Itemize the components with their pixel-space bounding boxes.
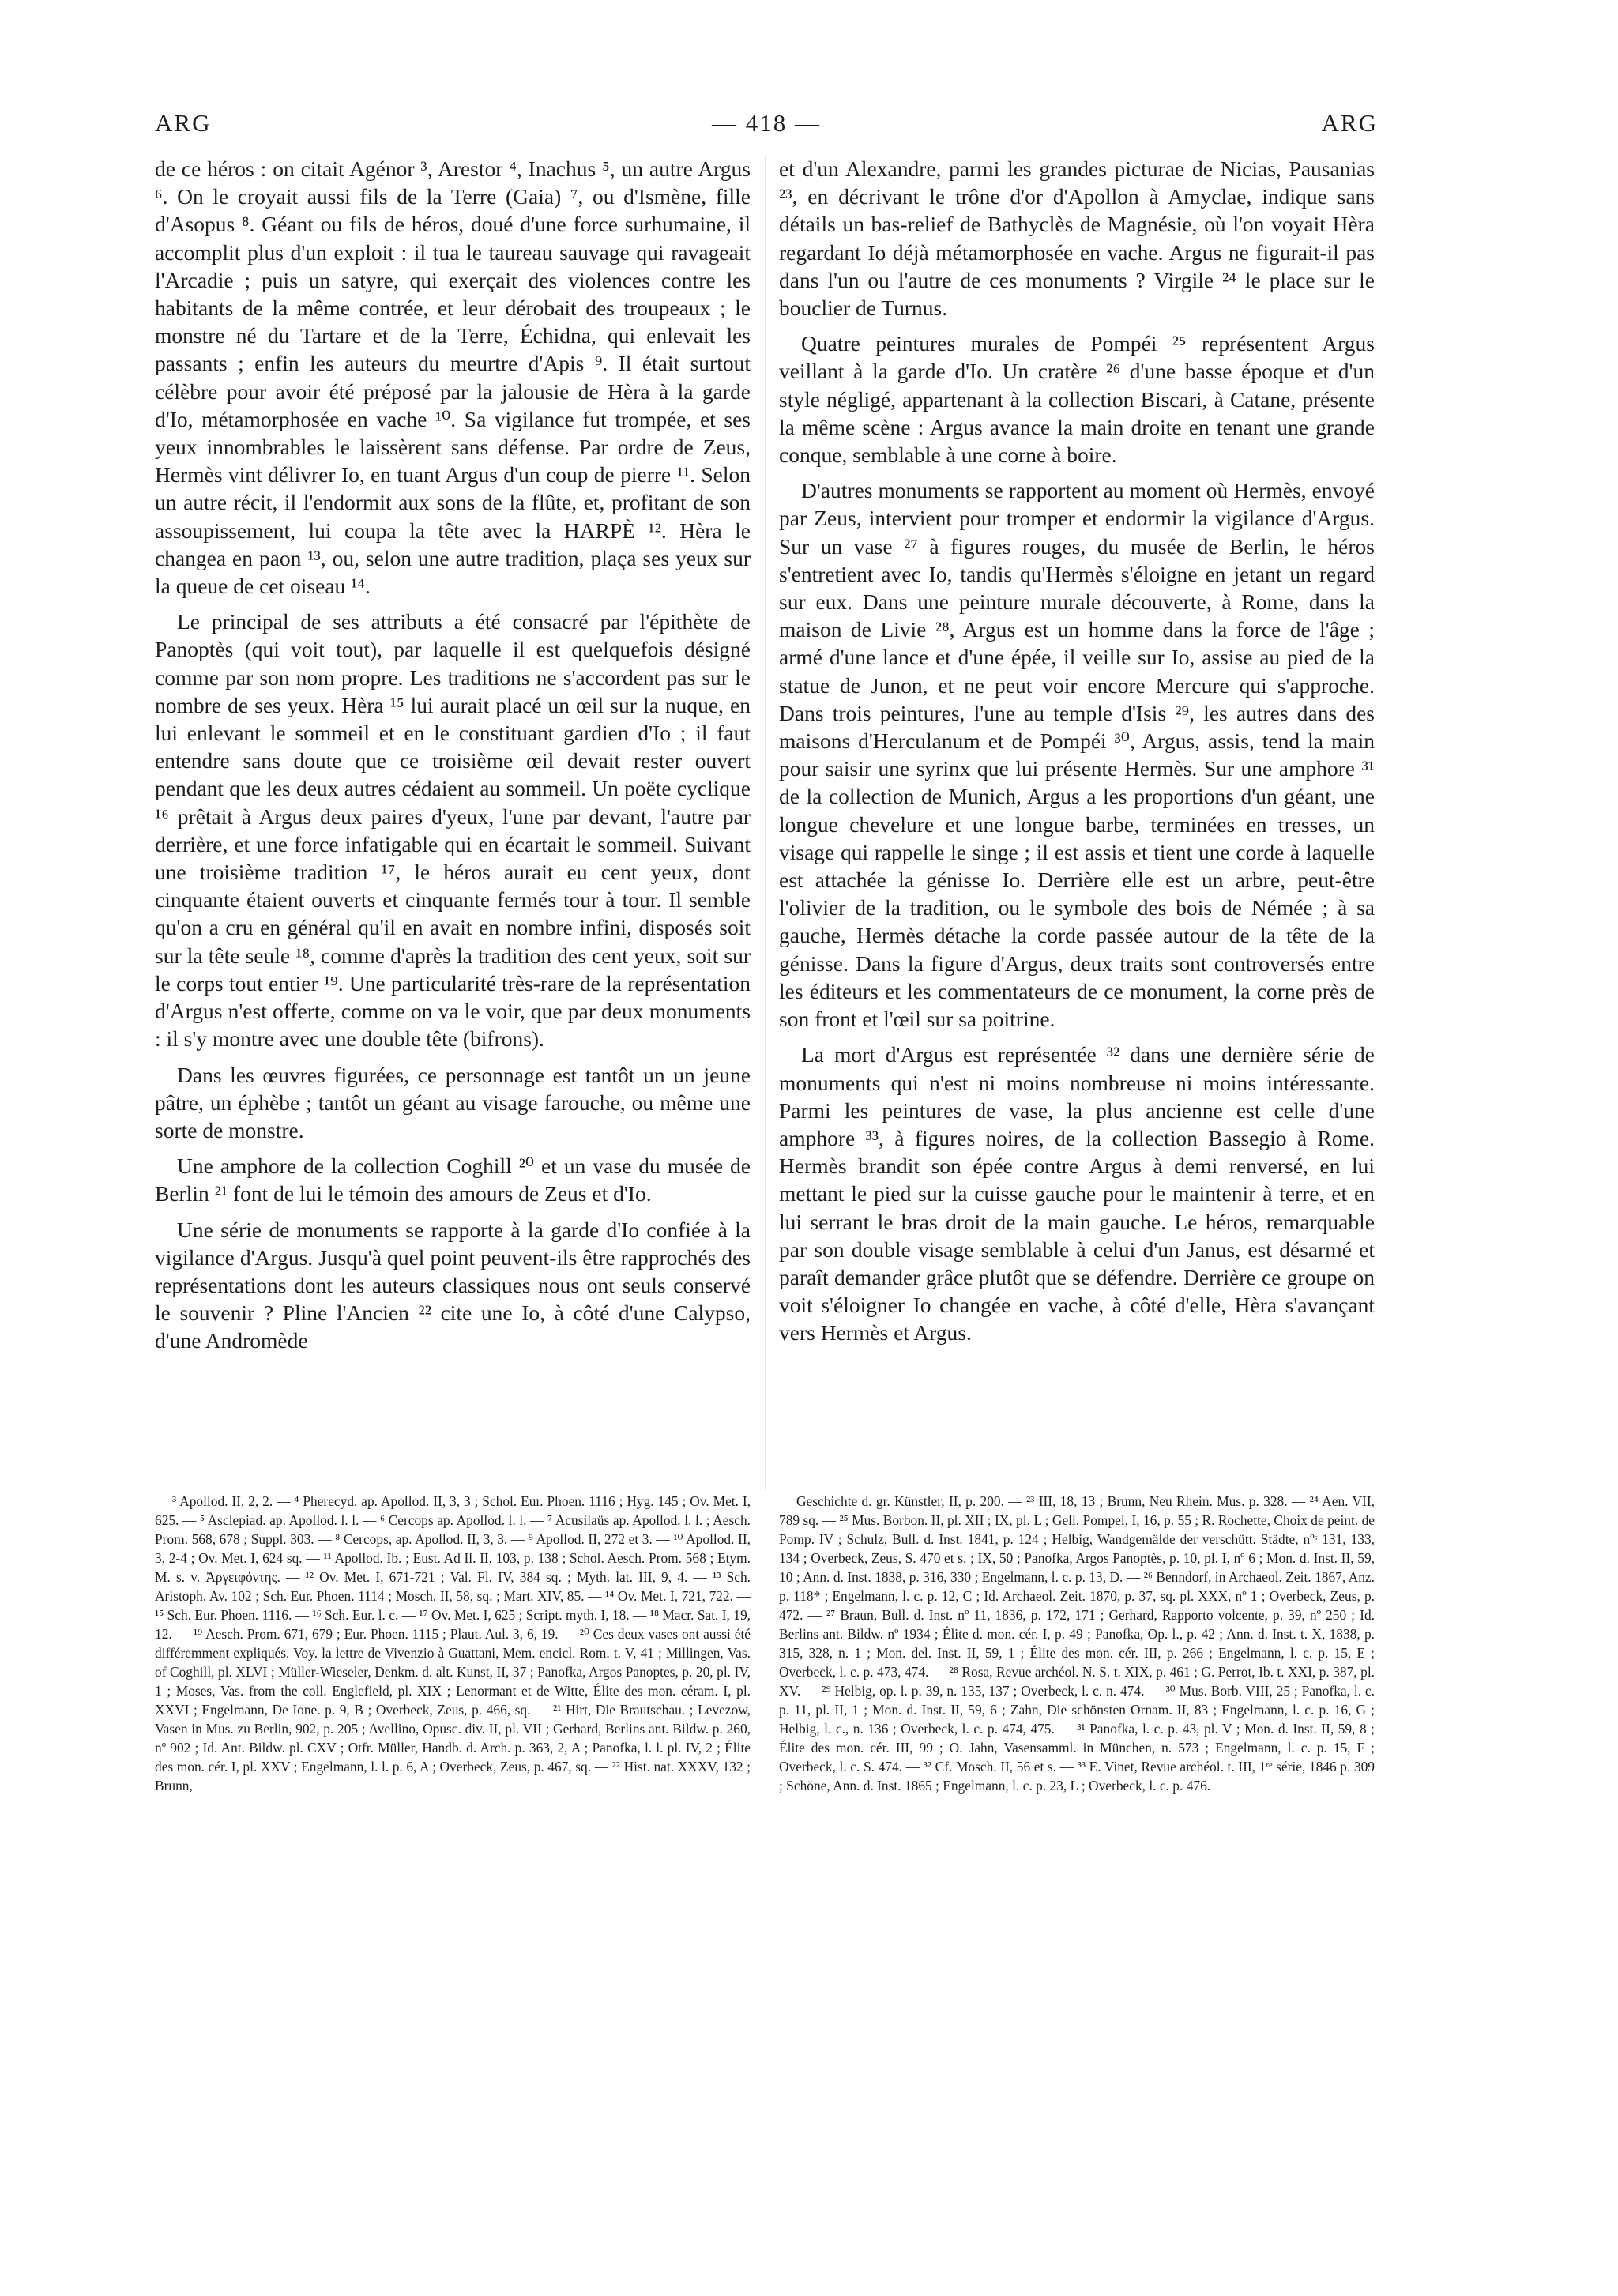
page-number: — 418 — [712, 109, 821, 137]
paragraph: Une amphore de la collection Coghill ²⁰ et un vase du musée de Berlin ²¹ font de lui le témoin des amours de Zeus et d'Io. [155, 1154, 751, 1206]
paragraph: Quatre peintures murales de Pompéi ²⁵ représentent Argus veillant à la garde d'Io. Un cratère ²⁶ d'une basse époque et d'un style négligé, appartenant à la collection Biscari, à Catane, présente la même scène : Argus avance la main droite en tenant une grande conque, semblable à une corne à boire. [779, 331, 1375, 468]
paragraph: Le principal de ses attributs a été consacré par l'épithète de Panoptès (qui voit tout), par laquelle il est quelquefois désigné comme par son nom propre. Les traditions ne s'accordent pas sur le nombre de ses yeux. Hèra ¹⁵ lui aurait placé un œil sur la nuque, en lui enlevant le sommeil et en le constituant gardien d'Io ; il faut entendre sans doute que ce troisième œil devait rester ouvert pendant que les deux autres cédaient au sommeil. Un poëte cyclique ¹⁶ prêtait à Argus deux paires d'yeux, l'une par devant, l'autre par derrière, et une force infatigable qui en écartait le sommeil. Suivant une troisième tradition ¹⁷, le héros aurait eu cent yeux, dont cinquante étaient ouverts et cinquante fermés tour à tour. Il semble qu'on a cru en général qu'il en avait en nombre infini, disposés soit sur la tête seule ¹⁸, comme d'après la tradition des cent yeux, soit sur le corps tout entier ¹⁹. Une particularité très-rare de la représentation d'Argus n'est offerte, comme on va le voir, que par deux monuments : il s'y montre avec une double tête (bifrons). [155, 609, 751, 1052]
paragraph: Dans les œuvres figurées, ce personnage est tantôt un un jeune pâtre, un éphèbe ; tantôt un géant au visage farouche, ou même une sorte de monstre. [155, 1062, 751, 1142]
footnote-block: ³ Apollod. II, 2, 2. — ⁴ Pherecyd. ap. Apollod. II, 3, 3 ; Schol. Eur. Phoen. 1116 ; Hyg. 145 ; Ov. Met. I, 625. — ⁵ Asclepiad. ap. Apollod. l. l. — ⁶ Cercops ap. Apollod. l. l. — ⁷ Acusilaüs ap. Apollod. l. l. ; Aesch. Prom. 568, 678 ; Suppl. 303. — ⁸ Cercops, ap. Apollod. II, 3, 3. — ⁹ Apollod. II, 272 et 3. — ¹⁰ Apollod. II, 3, 2-4 ; Ov. Met. I, 624 sq. — ¹¹ Apollod. Ib. ; Eust. Ad Il. II, 103, p. 138 ; Schol. Aesch. Prom. 568 ; Etym. M. s. v. Ἀργειφόντης. — ¹² Ov. Met. I, 671-721 ; Val. Fl. IV, 384 sq. ; Myth. lat. III, 9, 4. — ¹³ Sch. Aristoph. Av. 102 ; Sch. Eur. Phoen. 1114 ; Mosch. II, 58, sq. ; Mart. XIV, 85. — ¹⁴ Ov. Met. I, 721, 722. — ¹⁵ Sch. Eur. Phoen. 1116. — ¹⁶ Sch. Eur. l. c. — ¹⁷ Ov. Met. I, 625 ; Script. myth. I, 18. — ¹⁸ Macr. Sat. I, 19, 12. — ¹⁹ Aesch. Prom. 671, 679 ; Eur. Phoen. 1115 ; Plaut. Aul. 3, 6, 19. — ²⁰ Ces deux vases ont aussi été différemment expliqués. Voy. la lettre de Vivenzio à Guattani, Mem. encicl. Rom. t. V, 41 ; Millingen, Vas. of Coghill, pl. XLVI ; Müller-Wieseler, Denkm. d. alt. Kunst, II, 37 ; Panofka, Argos Panoptes, p. 20, pl. IV, 1 ; Moses, Vas. from the coll. Englefield, pl. XIX ; Lenormant et de Witte, Élite des mon. céram. I, pl. XXVI ; Engelmann, De Ione. p. 9, B ; Overbeck, Zeus, p. 466, sq. — ²¹ Hirt, Die Brautschau. ; Levezow, Vasen in Mus. zu Berlin, 902, p. 205 ; Avellino, Opusc. div. II, pl. VII ; Gerhard, Berlins ant. Bildw. p. 260, nº 902 ; Id. Ant. Bildw. pl. CXV ; Otfr. Müller, Handb. d. Arch. p. 363, 2, A ; Panofka, l. l. pl. IV, 2 ; Élite des mon. cér. I, pl. XXV ; Engelmann, l. l. p. 6, A ; Overbeck, Zeus, p. 467, sq. — ²² Hist. nat. XXXV, 132 ; Brunn, [155, 1493, 751, 1794]
header-right-keyword: ARG [1321, 109, 1378, 137]
footnotes-right [779, 1492, 1375, 1795]
footnote-block: Geschichte d. gr. Künstler, II, p. 200. — ²³ III, 18, 13 ; Brunn, Neu Rhein. Mus. p. 328. — ²⁴ Aen. VII, 789 sq. — ²⁵ Mus. Borbon. II, pl. XII ; IX, pl. L ; Gell. Pompei, I, 16, p. 55 ; R. Rochette, Choix de peint. de Pomp. IV ; Schulz, Bull. d. Inst. 1841, p. 124 ; Helbig, Wandgemälde der verschütt. Städte, nºˢ 131, 133, 134 ; Overbeck, Zeus, S. 470 et s. ; IX, 50 ; Panofka, Argos Panoptès, p. 10, pl. I, nº 6 ; Mon. d. Inst. II, 59, 10 ; Ann. d. Inst. 1838, p. 316, 330 ; Engelmann, l. c. p. 13, D. — ²⁶ Benndorf, in Archaeol. Zeit. 1867, Anz. p. 118* ; Engelmann, l. c. p. 12, C ; Id. Archaeol. Zeit. 1870, p. 37, sq. pl. XXX, nº 1 ; Overbeck, Zeus, p. 472. — ²⁷ Braun, Bull. d. Inst. nº 11, 1836, p. 172, 171 ; Gerhard, Rapporto volcente, p. 39, nº 250 ; Id. Berlins ant. Bildw. nº 1934 ; Élite d. mon. cér. I, p. 49 ; Panofka, Op. l., p. 42 ; Ann. d. Inst. t. X, 1838, p. 315, 328, n. 1 ; Mon. del. Inst. II, 59, 1 ; Élite des mon. cér. III, p. 266 ; Engelmann, l. c. p. 15, E ; Overbeck, l. c. p. 473, 474. — ²⁸ Rosa, Revue archéol. N. S. t. XIX, p. 461 ; G. Perrot, Ib. t. XXI, p. 387, pl. XV. — ²⁹ Helbig, op. l. p. 39, n. 135, 137 ; Overbeck, l. c. n. 474. — ³⁰ Mus. Borb. VIII, 25 ; Panofka, l. c. p. 11, pl. II, 1 ; Mon. d. Inst. II, 59, 6 ; Zahn, Die schönsten Ornam. II, 83 ; Engelmann, l. c. p. 16, G ; Helbig, l. c., n. 136 ; Overbeck, l. c. p. 474, 475. — ³¹ Panofka, l. c. p. 43, pl. V ; Mon. d. Inst. II, 59, 8 ; Élite des mon. cér. III, 99 ; O. Jahn, Vasensamml. in München, n. 573 ; Engelmann, l. c. p. 15, F ; Overbeck, l. c. S. 474. — ³² Cf. Mosch. II, 56 et s. — ³³ E. Vinet, Revue archéol. t. III, 1ʳᵉ série, 1846 p. 309 ; Schöne, Ann. d. Inst. 1865 ; Engelmann, l. c. p. 23, L ; Overbeck, l. c. p. 476. [779, 1493, 1375, 1794]
paragraph: Une série de monuments se rapporte à la garde d'Io confiée à la vigilance d'Argus. Jusqu'à quel point peuvent-ils être rapprochés des représentations dont les auteurs classiques nous ont seuls conservé le souvenir ? Pline l'Ancien ²² cite une Io, à côté d'une Calypso, d'une Andromède [155, 1217, 751, 1353]
left-column [155, 155, 751, 1363]
right-column [779, 155, 1375, 1355]
paragraph: D'autres monuments se rapportent au moment où Hermès, envoyé par Zeus, intervient pour tromper et endormir la vigilance d'Argus. Sur un vase ²⁷ à figures rouges, du musée de Berlin, le héros s'entretient avec Io, tandis qu'Hermès s'éloigne en jetant un regard sur eux. Dans une peinture murale découverte, à Rome, dans la maison de Livie ²⁸, Argus est un homme dans la force de l'âge ; armé d'une lance et d'une épée, il veille sur Io, assise au pied de la statue de Junon, et ne peut voir encore Mercure qui s'approche. Dans trois peintures, l'une au temple d'Isis ²⁹, les autres dans des maisons d'Herculanum et de Pompéi ³⁰, Argus, assis, tend la main pour saisir une syrinx que lui présente Hermès. Sur une amphore ³¹ de la collection de Munich, Argus a les proportions d'un géant, une longue chevelure et une longue barbe, terminées en tresses, un visage qui rappelle le singe ; il est assis et tient une corde à laquelle est attachée la génisse Io. Derrière elle est un arbre, peut-être l'olivier de la tradition, ou le symbole des bois de Némée ; à sa gauche, Hermès détache la corde passée autour de la tête de la génisse. Dans la figure d'Argus, deux traits sont controversés entre les éditeurs et les commentateurs de ce monument, la corne près de son front et l'œil sur sa poitrine. [779, 478, 1375, 1032]
column-divider [765, 155, 766, 1490]
page-header [155, 109, 1378, 147]
footnotes-left [155, 1492, 751, 1795]
paragraph: La mort d'Argus est représentée ³² dans une dernière série de monuments qui n'est ni moins nombreuse ni moins intéressante. Parmi les peintures de vase, la plus ancienne est celle d'une amphore ³³, à figures noires, de la collection Bassegio à Rome. Hermès brandit son épée contre Argus à demi renversé, en lui mettant le pied sur la cuisse gauche pour le maintenir à terre, et en lui serrant le bras droit de la main gauche. Le héros, remarquable par son double visage semblable à celui d'un Janus, est désarmé et paraît demander grâce plutôt que se défendre. Derrière ce groupe on voit s'éloigner Io changée en vache, à côté d'elle, Hèra s'avançant vers Hermès et Argus. [779, 1042, 1375, 1346]
paragraph: de ce héros : on citait Agénor ³, Arestor ⁴, Inachus ⁵, un autre Argus ⁶. On le croyait aussi fils de la Terre (Gaia) ⁷, ou d'Ismène, fille d'Asopus ⁸. Géant ou fils de héros, doué d'une force surhumaine, il accomplit plus d'un exploit : il tua le taureau sauvage qui ravageait l'Arcadie ; puis un satyre, qui exerçait des violences contre les habitants de la même contrée, et leur dérobait des troupeaux ; le monstre né du Tartare et de la Terre, Échidna, qui enlevait les passants ; enfin les auteurs du meurtre d'Apis ⁹. Il était surtout célèbre pour avoir été préposé par la jalousie de Hèra à la garde d'Io, métamorphosée en vache ¹⁰. Sa vigilance fut trompée, et ses yeux innombrables le laissèrent sans défense. Par ordre de Zeus, Hermès vint délivrer Io, en tuant Argus d'un coup de pierre ¹¹. Selon un autre récit, il l'endormit aux sons de la flûte, et, profitant de son assoupissement, lui coupa la tête avec la HARPÈ ¹². Hèra le changea en paon ¹³, ou, selon une autre tradition, plaça ses yeux sur la queue de cet oiseau ¹⁴. [155, 156, 751, 599]
header-left-keyword: ARG [155, 109, 212, 137]
paragraph: et d'un Alexandre, parmi les grandes picturae de Nicias, Pausanias ²³, en décrivant le trône d'or d'Apollon à Amyclae, indique sans détails un bas-relief de Bathyclès de Magnésie, où l'on voyait Hèra regardant Io déjà métamorphosée en vache. Argus ne figurait-il pas dans l'un ou l'autre de ces monuments ? Virgile ²⁴ le place sur le bouclier de Turnus. [779, 156, 1375, 321]
